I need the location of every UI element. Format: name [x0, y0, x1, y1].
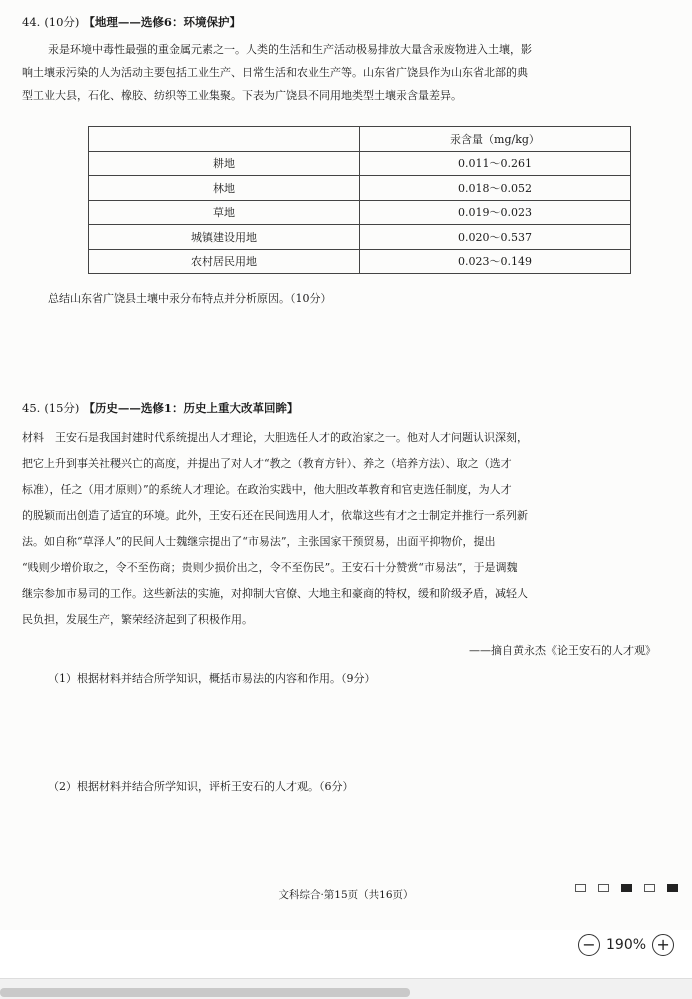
- q44-heading: [22, 14, 241, 30]
- land-type-cell: 城镇建设用地: [89, 225, 360, 250]
- land-type-cell: 草地: [89, 200, 360, 225]
- page-dot[interactable]: [667, 884, 678, 892]
- zoom-level: 190%: [606, 937, 647, 953]
- table-header-cell: [89, 127, 360, 152]
- mercury-range-cell: 0.020～0.537: [360, 225, 631, 250]
- q44-topic: 【地理——选修6：环境保护】: [83, 15, 241, 29]
- land-type-cell: 林地: [89, 176, 360, 201]
- land-type-cell: 耕地: [89, 151, 360, 176]
- q45-points: (15分): [44, 401, 80, 415]
- table-row: [89, 200, 631, 225]
- q45-line: 的脱颖而出创造了适宜的环境。此外，王安石还在民间选用人才，依靠这些有才之士制定并推行一系列新: [22, 509, 528, 522]
- mercury-content-table: [88, 126, 631, 274]
- q45-heading: [22, 400, 298, 416]
- zoom-in-icon[interactable]: +: [652, 934, 674, 956]
- q45-line: “贱则少增价取之，令不至伤商；贵则少损价出之，令不至伤民”。王安石十分赞赏“市易法”，于是调魏: [22, 561, 518, 574]
- table-row: [89, 225, 631, 250]
- zoom-control: [578, 934, 674, 956]
- q45-line: 材料 王安石是我国封建时代系统提出人才理论，大胆选任人才的政治家之一。他对人才问题认识深刻，: [22, 431, 528, 444]
- q45-topic: 【历史——选修1：历史上重大改革回眸】: [83, 401, 299, 415]
- q45-line: 把它上升到事关社稷兴亡的高度，并提出了对人才“教之（教育方针）、养之（培养方法）、取之（选才: [22, 457, 512, 470]
- q44-prompt: 总结山东省广饶县土壤中汞分布特点并分析原因。（10分）: [48, 292, 332, 305]
- mercury-range-cell: 0.019～0.023: [360, 200, 631, 225]
- q45-number: 45.: [22, 401, 41, 415]
- q45-passage: [22, 425, 672, 633]
- q44-points: (10分): [44, 15, 80, 29]
- table-row: [89, 151, 631, 176]
- q45-line: 法。如自称“草泽人”的民间人士魏继宗提出了“市易法”，主张国家干预贸易，出面平抑物价，提出: [22, 535, 496, 548]
- horizontal-scrollbar[interactable]: [0, 988, 410, 997]
- zoom-out-icon[interactable]: −: [578, 934, 600, 956]
- page-indicator: [575, 884, 678, 892]
- table-row: [89, 249, 631, 274]
- page-dot[interactable]: [598, 884, 609, 892]
- page-dot[interactable]: [644, 884, 655, 892]
- q44-line: 响土壤汞污染的人为活动主要包括工业生产、日常生活和农业生产等。山东省广饶县作为山东省北部的典: [22, 66, 528, 79]
- mercury-range-cell: 0.023～0.149: [360, 249, 631, 274]
- q44-passage: [22, 38, 672, 107]
- mercury-range-cell: 0.018～0.052: [360, 176, 631, 201]
- q44-line: 汞是环境中毒性最强的重金属元素之一。人类的生活和生产活动极易排放大量含汞废物进入土壤，影: [48, 43, 532, 56]
- q45-line: 民负担，发展生产，繁荣经济起到了积极作用。: [22, 613, 253, 626]
- q45-subquestion-2: （2）根据材料并结合所学知识，评析王安石的人才观。（6分）: [48, 780, 354, 793]
- page-dot[interactable]: [575, 884, 586, 892]
- page-dot-active[interactable]: [621, 884, 632, 892]
- q45-line: 标准），任之（用才原则）”的系统人才理论。在政治实践中，他大胆改革教育和官吏选任制度，为人才: [22, 483, 512, 496]
- table-header-cell: 汞含量（mg/kg）: [360, 127, 631, 152]
- q44-number: 44.: [22, 15, 41, 29]
- mercury-range-cell: 0.011～0.261: [360, 151, 631, 176]
- land-type-cell: 农村居民用地: [89, 249, 360, 274]
- q45-line: 继宗参加市易司的工作。这些新法的实施，对抑制大官僚、大地主和豪商的特权，缓和阶级矛盾，减轻人: [22, 587, 528, 600]
- table-row: [89, 176, 631, 201]
- page-footer: 文科综合·第15页（共16页）: [278, 889, 414, 901]
- q45-subquestion-1: （1）根据材料并结合所学知识，概括市易法的内容和作用。（9分）: [48, 672, 376, 685]
- table-header-row: [89, 127, 631, 152]
- q44-line: 型工业大县，石化、橡胶、纺织等工业集聚。下表为广饶县不同用地类型土壤汞含量差异。: [22, 89, 462, 102]
- material-source: ——摘自黄永杰《论王安石的人才观》: [469, 644, 656, 657]
